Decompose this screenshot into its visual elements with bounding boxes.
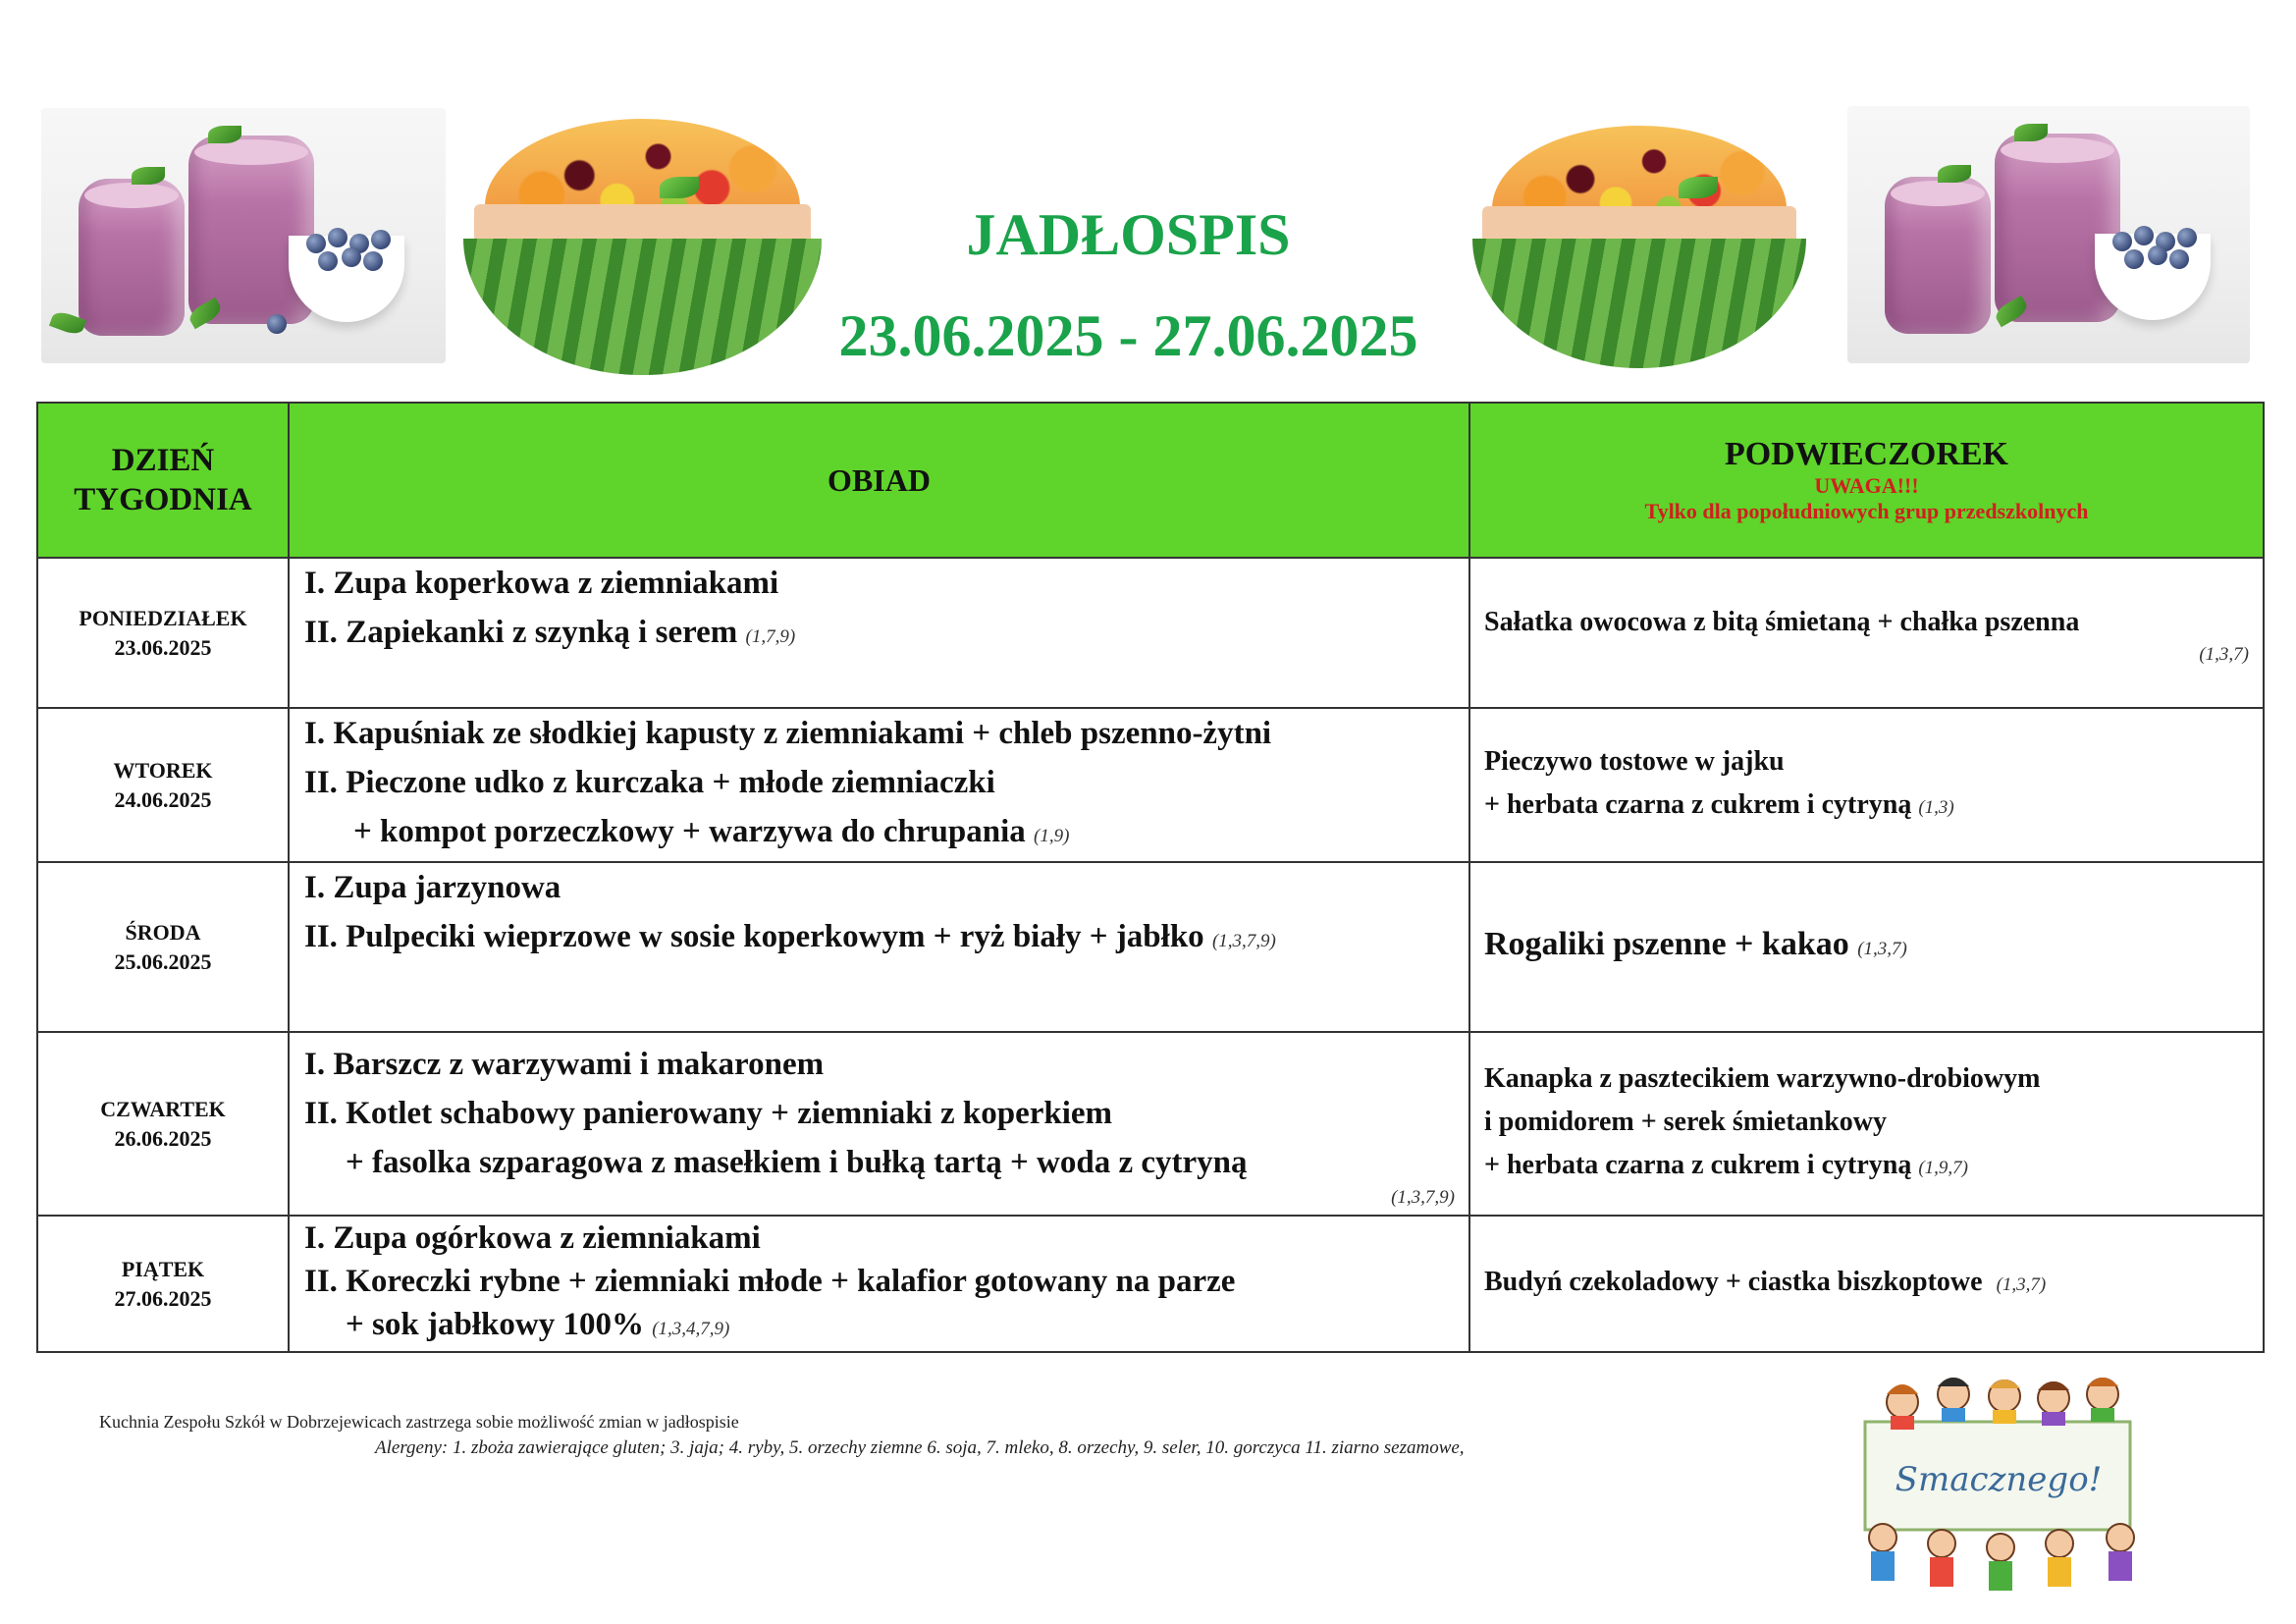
table-row	[37, 862, 2264, 1032]
obiad-cell: I. Zupa koperkowa z ziemniakami II. Zapiekanki z szynką i serem (1,7,9)	[289, 558, 1469, 708]
obiad-cell: I. Zupa jarzynowa II. Pulpeciki wieprzowe w sosie koperkowym + ryż biały + jabłko (1,3,7,9)	[289, 862, 1469, 1032]
table-row	[37, 1032, 2264, 1216]
obiad-cell: I. Kapuśniak ze słodkiej kapusty z ziemniakami + chleb pszenno-żytni II. Pieczone udko z kurczaka + młode ziemniaczki + kompot porzeczkowy + warzywa do chrupania (1,9)	[289, 708, 1469, 862]
table-header-row	[37, 403, 2264, 558]
podwieczorek-cell: Pieczywo tostowe w jajku + herbata czarna z cukrem i cytryną (1,3)	[1469, 708, 2264, 862]
uwaga-note: Tylko dla popołudniowych grup przedszkolnych	[1644, 499, 2089, 523]
obiad-cell: I. Barszcz z warzywami i makaronem II. Kotlet schabowy panierowany + ziemniaki z koperkiem + fasolka szparagowa z masełkiem i bułką tartą + woda z cytryną (1,3,7,9)	[289, 1032, 1469, 1216]
day-cell: CZWARTEK 26.06.2025	[37, 1032, 289, 1216]
kids-illustration	[1826, 1365, 2181, 1602]
header-day: DZIEŃ TYGODNIA	[37, 403, 289, 558]
menu-table	[36, 402, 2265, 1353]
podwieczorek-cell: Kanapka z pasztecikiem warzywno-drobiowym i pomidorem + serek śmietankowy + herbata czarna z cukrem i cytryną (1,9,7)	[1469, 1032, 2264, 1216]
allergens-legend: Alergeny: 1. zboża zawierające gluten; 3. jaja; 4. ryby, 5. orzechy ziemne 6. soja, 7. mleko, 8. orzechy, 9. seler, 10. gorczyca 11. ziarno sezamowe,	[375, 1437, 1465, 1458]
day-cell: ŚRODA 25.06.2025	[37, 862, 289, 1032]
date-range: 23.06.2025 - 27.06.2025	[838, 303, 1418, 368]
day-cell: WTOREK 24.06.2025	[37, 708, 289, 862]
page-title: JADŁOSPIS	[966, 202, 1291, 267]
uwaga-label: UWAGA!!!	[1814, 473, 1919, 498]
smacznego-logo	[1826, 1365, 2181, 1602]
podwieczorek-cell: Budyń czekoladowy + ciastka biszkoptowe (1,3,7)	[1469, 1216, 2264, 1352]
table-row	[37, 558, 2264, 708]
logo-text: Smacznego!	[1895, 1460, 2103, 1499]
podwieczorek-cell: Rogaliki pszenne + kakao (1,3,7)	[1469, 862, 2264, 1032]
day-cell: PIĄTEK 27.06.2025	[37, 1216, 289, 1352]
header-podwieczorek: PODWIECZOREK UWAGA!!! Tylko dla popołudniowych grup przedszkolnych	[1469, 403, 2264, 558]
podwieczorek-cell: Sałatka owocowa z bitą śmietaną + chałka pszenna (1,3,7)	[1469, 558, 2264, 708]
table-row	[37, 1216, 2264, 1352]
day-cell: PONIEDZIAŁEK 23.06.2025	[37, 558, 289, 708]
table-row	[37, 708, 2264, 862]
obiad-cell: I. Zupa ogórkowa z ziemniakami II. Koreczki rybne + ziemniaki młode + kalafior gotowany na parze + sok jabłkowy 100% (1,3,4,7,9)	[289, 1216, 1469, 1352]
kitchen-note: Kuchnia Zespołu Szkół w Dobrzejewicach zastrzega sobie możliwość zmian w jadłospisie	[99, 1412, 739, 1432]
header-obiad: OBIAD	[289, 403, 1469, 558]
